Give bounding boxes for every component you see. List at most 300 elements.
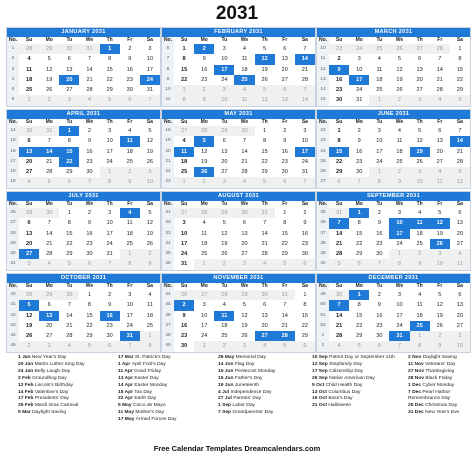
day-cell: 15 bbox=[180, 66, 188, 73]
day-cell: 6 bbox=[418, 56, 422, 63]
weekday-header: Fr bbox=[437, 201, 443, 207]
day-cell: 13 bbox=[281, 56, 288, 63]
holiday-name: Juneteenth bbox=[234, 382, 260, 388]
holiday-date: 11 Nov bbox=[408, 361, 426, 367]
adjacent-day-cell: 23 bbox=[329, 44, 349, 54]
day-cell: 14 bbox=[450, 136, 470, 146]
week-number: 2 bbox=[7, 54, 19, 64]
day-cell: 11 bbox=[241, 56, 248, 63]
weekday-header: Sa bbox=[146, 283, 153, 289]
adjacent-day-cell: 8 bbox=[389, 259, 409, 269]
weekday-header: Mo bbox=[45, 201, 53, 207]
adjacent-day-cell: 3 bbox=[140, 167, 160, 177]
day-cell: 27 bbox=[66, 87, 73, 94]
holiday-name: Daylight Saving bbox=[32, 410, 67, 416]
holiday-column bbox=[18, 355, 85, 417]
day-cell: 7 bbox=[283, 302, 287, 309]
holiday-date: 1 Dec bbox=[408, 382, 423, 388]
week-number: 13 bbox=[317, 75, 329, 85]
day-cell: 21 bbox=[301, 66, 309, 73]
day-cell: 10 bbox=[301, 138, 309, 145]
day-cell: 11 bbox=[120, 136, 140, 146]
day-cell: 4 bbox=[418, 292, 422, 298]
adjacent-day-cell: 7 bbox=[79, 177, 99, 187]
adjacent-day-cell: 9 bbox=[120, 177, 140, 187]
day-cell: 25 bbox=[396, 158, 403, 165]
day-cell: 2 bbox=[174, 300, 194, 310]
weekday-header: Sa bbox=[456, 37, 463, 43]
holiday-date: 25 Feb bbox=[18, 403, 35, 409]
adjacent-day-cell: 30 bbox=[234, 208, 254, 218]
adjacent-day-cell: 11 bbox=[430, 177, 450, 187]
weekday-header: Su bbox=[180, 119, 188, 125]
holiday-name: Mother's Day bbox=[135, 410, 165, 416]
holiday-item bbox=[408, 410, 474, 417]
day-cell: 23 bbox=[106, 322, 113, 329]
day-cell: 7 bbox=[329, 218, 349, 228]
weekday-header: Tu bbox=[66, 201, 73, 207]
adjacent-day-cell: 5 bbox=[79, 341, 99, 351]
day-cell: 19 bbox=[261, 66, 268, 73]
day-cell: 28 bbox=[275, 331, 295, 341]
day-cell: 19 bbox=[146, 230, 154, 237]
holiday-item bbox=[408, 355, 474, 362]
week-number: 36 bbox=[162, 259, 174, 269]
day-cell: 11 bbox=[416, 302, 423, 309]
holiday-name: Parents' Day bbox=[233, 396, 262, 402]
week-number: 34 bbox=[162, 239, 174, 249]
weekday-header: Tu bbox=[376, 37, 383, 43]
day-cell: 27 bbox=[281, 76, 288, 83]
adjacent-day-cell: 7 bbox=[120, 341, 140, 351]
day-cell: 8 bbox=[182, 56, 186, 63]
day-cell: 8 bbox=[283, 220, 287, 227]
holiday-date: 7 Sep bbox=[218, 410, 233, 416]
week-number: 36 bbox=[317, 218, 329, 228]
day-cell: 10 bbox=[201, 312, 208, 319]
adjacent-day-cell: 2 bbox=[389, 95, 409, 105]
day-cell: 22 bbox=[86, 322, 93, 329]
day-cell: 18 bbox=[146, 312, 154, 319]
day-cell: 15 bbox=[301, 312, 309, 319]
day-cell: 23 bbox=[126, 76, 133, 83]
day-cell: 13 bbox=[19, 147, 39, 157]
adjacent-day-cell: 7 bbox=[100, 259, 120, 269]
day-cell: 15 bbox=[281, 230, 288, 237]
weekday-header: Su bbox=[335, 283, 343, 289]
day-cell: 3 bbox=[202, 302, 206, 309]
day-cell: 26 bbox=[25, 333, 33, 340]
weekday-header: Fr bbox=[437, 37, 443, 43]
month-title: DECEMBER 2031 bbox=[317, 274, 470, 283]
week-number: 44 bbox=[7, 331, 19, 341]
adjacent-day-cell: 31 bbox=[255, 208, 275, 218]
day-cell: 20 bbox=[456, 230, 464, 237]
day-cell: 22 bbox=[180, 76, 188, 83]
adjacent-day-cell: 5 bbox=[39, 177, 59, 187]
day-cell: 17 bbox=[376, 148, 383, 155]
adjacent-day-cell: 11 bbox=[234, 95, 254, 105]
holiday-name: Mardi Gras Carnival bbox=[34, 403, 79, 409]
day-cell: 2 bbox=[377, 210, 381, 216]
day-cell: 1 bbox=[349, 208, 369, 218]
day-cell: 28 bbox=[241, 169, 248, 176]
holiday-item bbox=[18, 355, 85, 362]
month-title: NOVEMBER 2031 bbox=[162, 274, 315, 283]
day-cell: 20 bbox=[261, 322, 268, 329]
day-cell: 27 bbox=[456, 240, 464, 247]
day-cell: 30 bbox=[86, 251, 93, 258]
day-cell: 12 bbox=[146, 138, 154, 145]
day-cell: 23 bbox=[376, 322, 383, 329]
weekday-header: Su bbox=[25, 37, 33, 43]
holiday-date: 26 May bbox=[218, 355, 236, 360]
day-cell: 25 bbox=[126, 240, 133, 247]
weekday-header: Th bbox=[416, 201, 423, 207]
holiday-name: Pearl Harbor Remembrance Day bbox=[408, 389, 451, 402]
day-cell: 18 bbox=[221, 322, 228, 329]
day-cell: 16 bbox=[126, 66, 133, 73]
adjacent-day-cell: 9 bbox=[194, 95, 214, 105]
week-number: 49 bbox=[162, 341, 174, 351]
holiday-item bbox=[218, 376, 275, 383]
adjacent-day-cell: 4 bbox=[255, 341, 275, 351]
weekday-header: Fr bbox=[127, 119, 133, 125]
week-number: 42 bbox=[7, 311, 19, 321]
day-cell: 2 bbox=[128, 46, 132, 52]
day-cell: 13 bbox=[456, 220, 464, 227]
day-cell: 9 bbox=[202, 56, 206, 63]
day-cell: 3 bbox=[397, 292, 402, 298]
weekday-header: Su bbox=[180, 201, 188, 207]
weekday-header: Mo bbox=[355, 283, 363, 289]
holiday-date: 17 Feb bbox=[18, 396, 35, 402]
week-number: 14 bbox=[7, 126, 19, 136]
holiday-name: Labor Day bbox=[232, 403, 255, 409]
adjacent-day-cell: 5 bbox=[100, 95, 120, 105]
day-cell: 29 bbox=[356, 333, 363, 340]
weekday-header: Sa bbox=[146, 37, 153, 43]
day-cell: 28 bbox=[456, 158, 464, 165]
weekday-header: Mo bbox=[355, 201, 363, 207]
day-cell: 15 bbox=[261, 148, 268, 155]
week-number: 20 bbox=[162, 147, 174, 157]
day-cell: 25 bbox=[376, 87, 383, 94]
day-cell: 29 bbox=[261, 169, 268, 176]
adjacent-day-cell: 27 bbox=[410, 44, 430, 54]
weekday-header: Su bbox=[335, 37, 343, 43]
adjacent-day-cell: 27 bbox=[174, 208, 194, 218]
day-cell: 6 bbox=[263, 302, 267, 309]
week-number: 5 bbox=[7, 85, 19, 95]
holiday-item bbox=[18, 369, 85, 376]
weekday-header: Mo bbox=[355, 37, 363, 43]
day-cell: 27 bbox=[241, 251, 248, 258]
adjacent-day-cell: 2 bbox=[214, 341, 234, 351]
day-cell: 22 bbox=[356, 240, 363, 247]
week-number: 3 bbox=[7, 65, 19, 75]
day-cell: 12 bbox=[255, 54, 275, 64]
adjacent-day-cell: 28 bbox=[19, 290, 39, 300]
weekday-header: Sa bbox=[301, 283, 308, 289]
day-cell: 5 bbox=[222, 220, 226, 227]
day-cell: 30 bbox=[376, 333, 383, 340]
day-cell: 25 bbox=[410, 321, 430, 331]
day-cell: 11 bbox=[26, 66, 33, 73]
weekday-header: Sa bbox=[456, 201, 463, 207]
month-may bbox=[161, 109, 316, 189]
day-cell: 10 bbox=[180, 230, 188, 237]
week-number: 2 bbox=[317, 341, 329, 351]
adjacent-day-cell: 1 bbox=[369, 167, 389, 177]
weekday-header: Tu bbox=[376, 119, 383, 125]
adjacent-day-cell: 4 bbox=[79, 95, 99, 105]
weekday-header: Su bbox=[180, 37, 188, 43]
day-cell: 27 bbox=[456, 322, 464, 329]
holiday-item bbox=[408, 376, 474, 383]
day-cell: 7 bbox=[458, 128, 462, 134]
day-cell: 15 bbox=[356, 312, 363, 319]
adjacent-day-cell: 4 bbox=[255, 259, 275, 269]
day-cell: 28 bbox=[335, 333, 343, 340]
day-cell: 14 bbox=[281, 312, 288, 319]
weekday-header: We bbox=[395, 201, 404, 207]
day-cell: 29 bbox=[456, 87, 464, 94]
day-cell: 26 bbox=[436, 322, 443, 329]
week-number: 29 bbox=[7, 239, 19, 249]
day-cell: 6 bbox=[67, 56, 71, 63]
day-cell: 14 bbox=[241, 148, 248, 155]
day-cell: 21 bbox=[241, 158, 248, 165]
week-number: 26 bbox=[317, 167, 329, 177]
month-title: JUNE 2031 bbox=[317, 110, 470, 119]
day-cell: 17 bbox=[106, 230, 113, 237]
day-cell: 6 bbox=[283, 46, 287, 52]
weekday-header: Mo bbox=[45, 119, 53, 125]
week-number: 18 bbox=[7, 167, 19, 177]
day-cell: 4 bbox=[242, 46, 247, 52]
weekday-header: Mo bbox=[200, 201, 208, 207]
week-number: 11 bbox=[162, 95, 174, 105]
adjacent-day-cell: 1 bbox=[100, 167, 120, 177]
day-cell: 30 bbox=[106, 333, 113, 340]
holiday-name: Native American Day bbox=[329, 375, 375, 381]
day-cell: 13 bbox=[241, 230, 248, 237]
weekday-header: Sa bbox=[456, 283, 463, 289]
holiday-name: New Year's Day bbox=[31, 355, 67, 360]
day-cell: 12 bbox=[221, 230, 228, 237]
day-cell: 21 bbox=[66, 322, 73, 329]
adjacent-day-cell: 6 bbox=[275, 85, 295, 95]
adjacent-day-cell: 1 bbox=[389, 249, 409, 259]
day-cell: 15 bbox=[86, 312, 93, 319]
day-cell: 19 bbox=[221, 240, 228, 247]
week-number: 14 bbox=[317, 85, 329, 95]
holiday-item bbox=[118, 362, 176, 369]
holiday-item bbox=[218, 410, 275, 417]
holiday-name: Father's Day bbox=[234, 375, 263, 381]
holiday-date: 12 Feb bbox=[18, 382, 35, 388]
day-cell: 25 bbox=[180, 169, 188, 176]
weekday-header: Fr bbox=[437, 283, 443, 289]
adjacent-day-cell: 5 bbox=[275, 341, 295, 351]
week-number: 10 bbox=[162, 85, 174, 95]
weekday-header: Tu bbox=[66, 37, 73, 43]
week-number: 7 bbox=[162, 54, 174, 64]
weekday-header: Mo bbox=[355, 119, 363, 125]
adjacent-day-cell: 30 bbox=[234, 126, 254, 136]
weekday-header: Th bbox=[261, 283, 268, 289]
day-cell: 7 bbox=[47, 138, 51, 145]
holiday-name: Valentine's Day bbox=[34, 389, 69, 395]
day-cell: 2 bbox=[108, 292, 112, 298]
day-cell: 20 bbox=[25, 158, 33, 165]
day-cell: 22 bbox=[59, 157, 79, 167]
day-cell: 26 bbox=[146, 240, 154, 247]
holiday-date: 5 Oct bbox=[312, 382, 326, 388]
adjacent-day-cell: 6 bbox=[329, 177, 349, 187]
holiday-date: 14 Jun bbox=[218, 361, 235, 367]
day-cell: 18 bbox=[416, 312, 423, 319]
weekday-header: Tu bbox=[376, 201, 383, 207]
day-cell: 14 bbox=[335, 312, 343, 319]
adjacent-day-cell: 9 bbox=[430, 341, 450, 351]
day-cell: 21 bbox=[86, 76, 93, 83]
holiday-name: Veterans' Day bbox=[425, 361, 456, 367]
weekday-header: Tu bbox=[66, 283, 73, 289]
weekday-header: Mo bbox=[200, 283, 208, 289]
week-number: 38 bbox=[317, 239, 329, 249]
holiday-name: Boss's Day bbox=[328, 396, 353, 402]
day-cell: 2 bbox=[357, 128, 361, 134]
adjacent-day-cell: 30 bbox=[19, 126, 39, 136]
day-cell: 19 bbox=[201, 158, 208, 165]
week-number: 48 bbox=[162, 331, 174, 341]
holiday-item bbox=[408, 362, 474, 369]
month-title: AUGUST 2031 bbox=[162, 192, 315, 201]
weekday-header: Th bbox=[261, 119, 268, 125]
day-cell: 2 bbox=[87, 128, 92, 134]
month-title: APRIL 2031 bbox=[7, 110, 160, 119]
day-cell: 22 bbox=[261, 158, 268, 165]
day-cell: 21 bbox=[436, 76, 443, 83]
weekday-header: We bbox=[85, 119, 94, 125]
day-cell: 21 bbox=[281, 322, 288, 329]
holiday-date: 2 Feb bbox=[18, 375, 33, 381]
day-cell: 28 bbox=[261, 251, 268, 258]
holiday-item bbox=[218, 355, 275, 362]
week-number: 31 bbox=[7, 259, 19, 269]
day-cell: 1 bbox=[349, 290, 369, 300]
day-cell: 9 bbox=[87, 138, 92, 145]
holiday-date: 7 Dec bbox=[408, 389, 423, 395]
week-number: 1 bbox=[7, 44, 19, 54]
day-cell: 5 bbox=[194, 136, 214, 146]
weekday-header: Tu bbox=[221, 283, 228, 289]
month-title: JULY 2031 bbox=[7, 192, 160, 201]
day-cell: 5 bbox=[19, 300, 39, 310]
day-cell: 3 bbox=[148, 46, 152, 52]
weekday-header: We bbox=[85, 37, 94, 43]
day-cell: 4 bbox=[120, 208, 140, 218]
month-title: OCTOBER 2031 bbox=[7, 274, 160, 283]
adjacent-day-cell: 3 bbox=[214, 85, 234, 95]
adjacent-day-cell: 3 bbox=[214, 177, 234, 187]
holiday-date: 5 May bbox=[118, 403, 133, 409]
day-cell: 22 bbox=[301, 322, 309, 329]
day-cell: 10 bbox=[106, 138, 113, 145]
holiday-column bbox=[408, 355, 474, 417]
day-cell: 26 bbox=[396, 87, 403, 94]
day-cell: 5 bbox=[438, 210, 442, 216]
holiday-item bbox=[218, 383, 275, 390]
week-number: 22 bbox=[162, 167, 174, 177]
holiday-column bbox=[118, 355, 176, 424]
holiday-item bbox=[312, 383, 395, 390]
day-cell: 9 bbox=[108, 302, 112, 309]
month-july bbox=[6, 191, 161, 271]
adjacent-day-cell: 7 bbox=[369, 259, 389, 269]
adjacent-day-cell: 4 bbox=[39, 259, 59, 269]
week-number: 35 bbox=[317, 208, 329, 218]
day-cell: 16 bbox=[356, 148, 363, 155]
day-cell: 12 bbox=[430, 218, 450, 228]
day-cell: 6 bbox=[458, 292, 462, 298]
weekday-header: Sa bbox=[146, 119, 153, 125]
weekday-header: Su bbox=[335, 201, 343, 207]
holiday-item bbox=[18, 410, 85, 417]
day-cell: 20 bbox=[416, 76, 423, 83]
day-cell: 28 bbox=[86, 87, 93, 94]
adjacent-day-cell: 6 bbox=[79, 259, 99, 269]
holiday-name: Cyber Monday bbox=[422, 382, 455, 388]
adjacent-day-cell: 4 bbox=[450, 249, 470, 259]
holiday-item bbox=[312, 403, 395, 410]
day-cell: 25 bbox=[25, 87, 33, 94]
day-cell: 16 bbox=[335, 76, 343, 83]
adjacent-day-cell: 1 bbox=[140, 331, 160, 341]
day-cell: 3 bbox=[182, 220, 186, 227]
day-cell: 29 bbox=[66, 169, 73, 176]
day-cell: 12 bbox=[241, 312, 248, 319]
holiday-date: 15 Jun bbox=[218, 368, 235, 374]
weekday-header: Sa bbox=[456, 119, 463, 125]
holiday-item bbox=[408, 369, 474, 376]
week-number: 45 bbox=[162, 300, 174, 310]
adjacent-day-cell: 29 bbox=[214, 208, 234, 218]
week-number: 24 bbox=[317, 147, 329, 157]
weekday-header: Tu bbox=[66, 119, 73, 125]
adjacent-day-cell: 9 bbox=[410, 259, 430, 269]
holiday-name: New Year's Eve bbox=[425, 410, 460, 416]
adjacent-day-cell: 10 bbox=[410, 177, 430, 187]
day-cell: 14 bbox=[261, 230, 268, 237]
week-number: 37 bbox=[317, 229, 329, 239]
holiday-name: Pentecost Monday bbox=[234, 368, 276, 374]
holiday-date: 14 Apr bbox=[118, 382, 135, 388]
day-cell: 28 bbox=[301, 76, 309, 83]
weekday-header: We bbox=[240, 37, 249, 43]
day-cell: 12 bbox=[396, 66, 403, 73]
day-cell: 24 bbox=[201, 333, 208, 340]
week-number: 23 bbox=[162, 177, 174, 187]
weekday-header: Mo bbox=[45, 37, 53, 43]
adjacent-day-cell: 14 bbox=[295, 95, 315, 105]
weekday-header: Tu bbox=[376, 283, 383, 289]
day-cell: 10 bbox=[221, 56, 228, 63]
adjacent-day-cell: 4 bbox=[19, 177, 39, 187]
day-cell: 5 bbox=[47, 56, 51, 63]
